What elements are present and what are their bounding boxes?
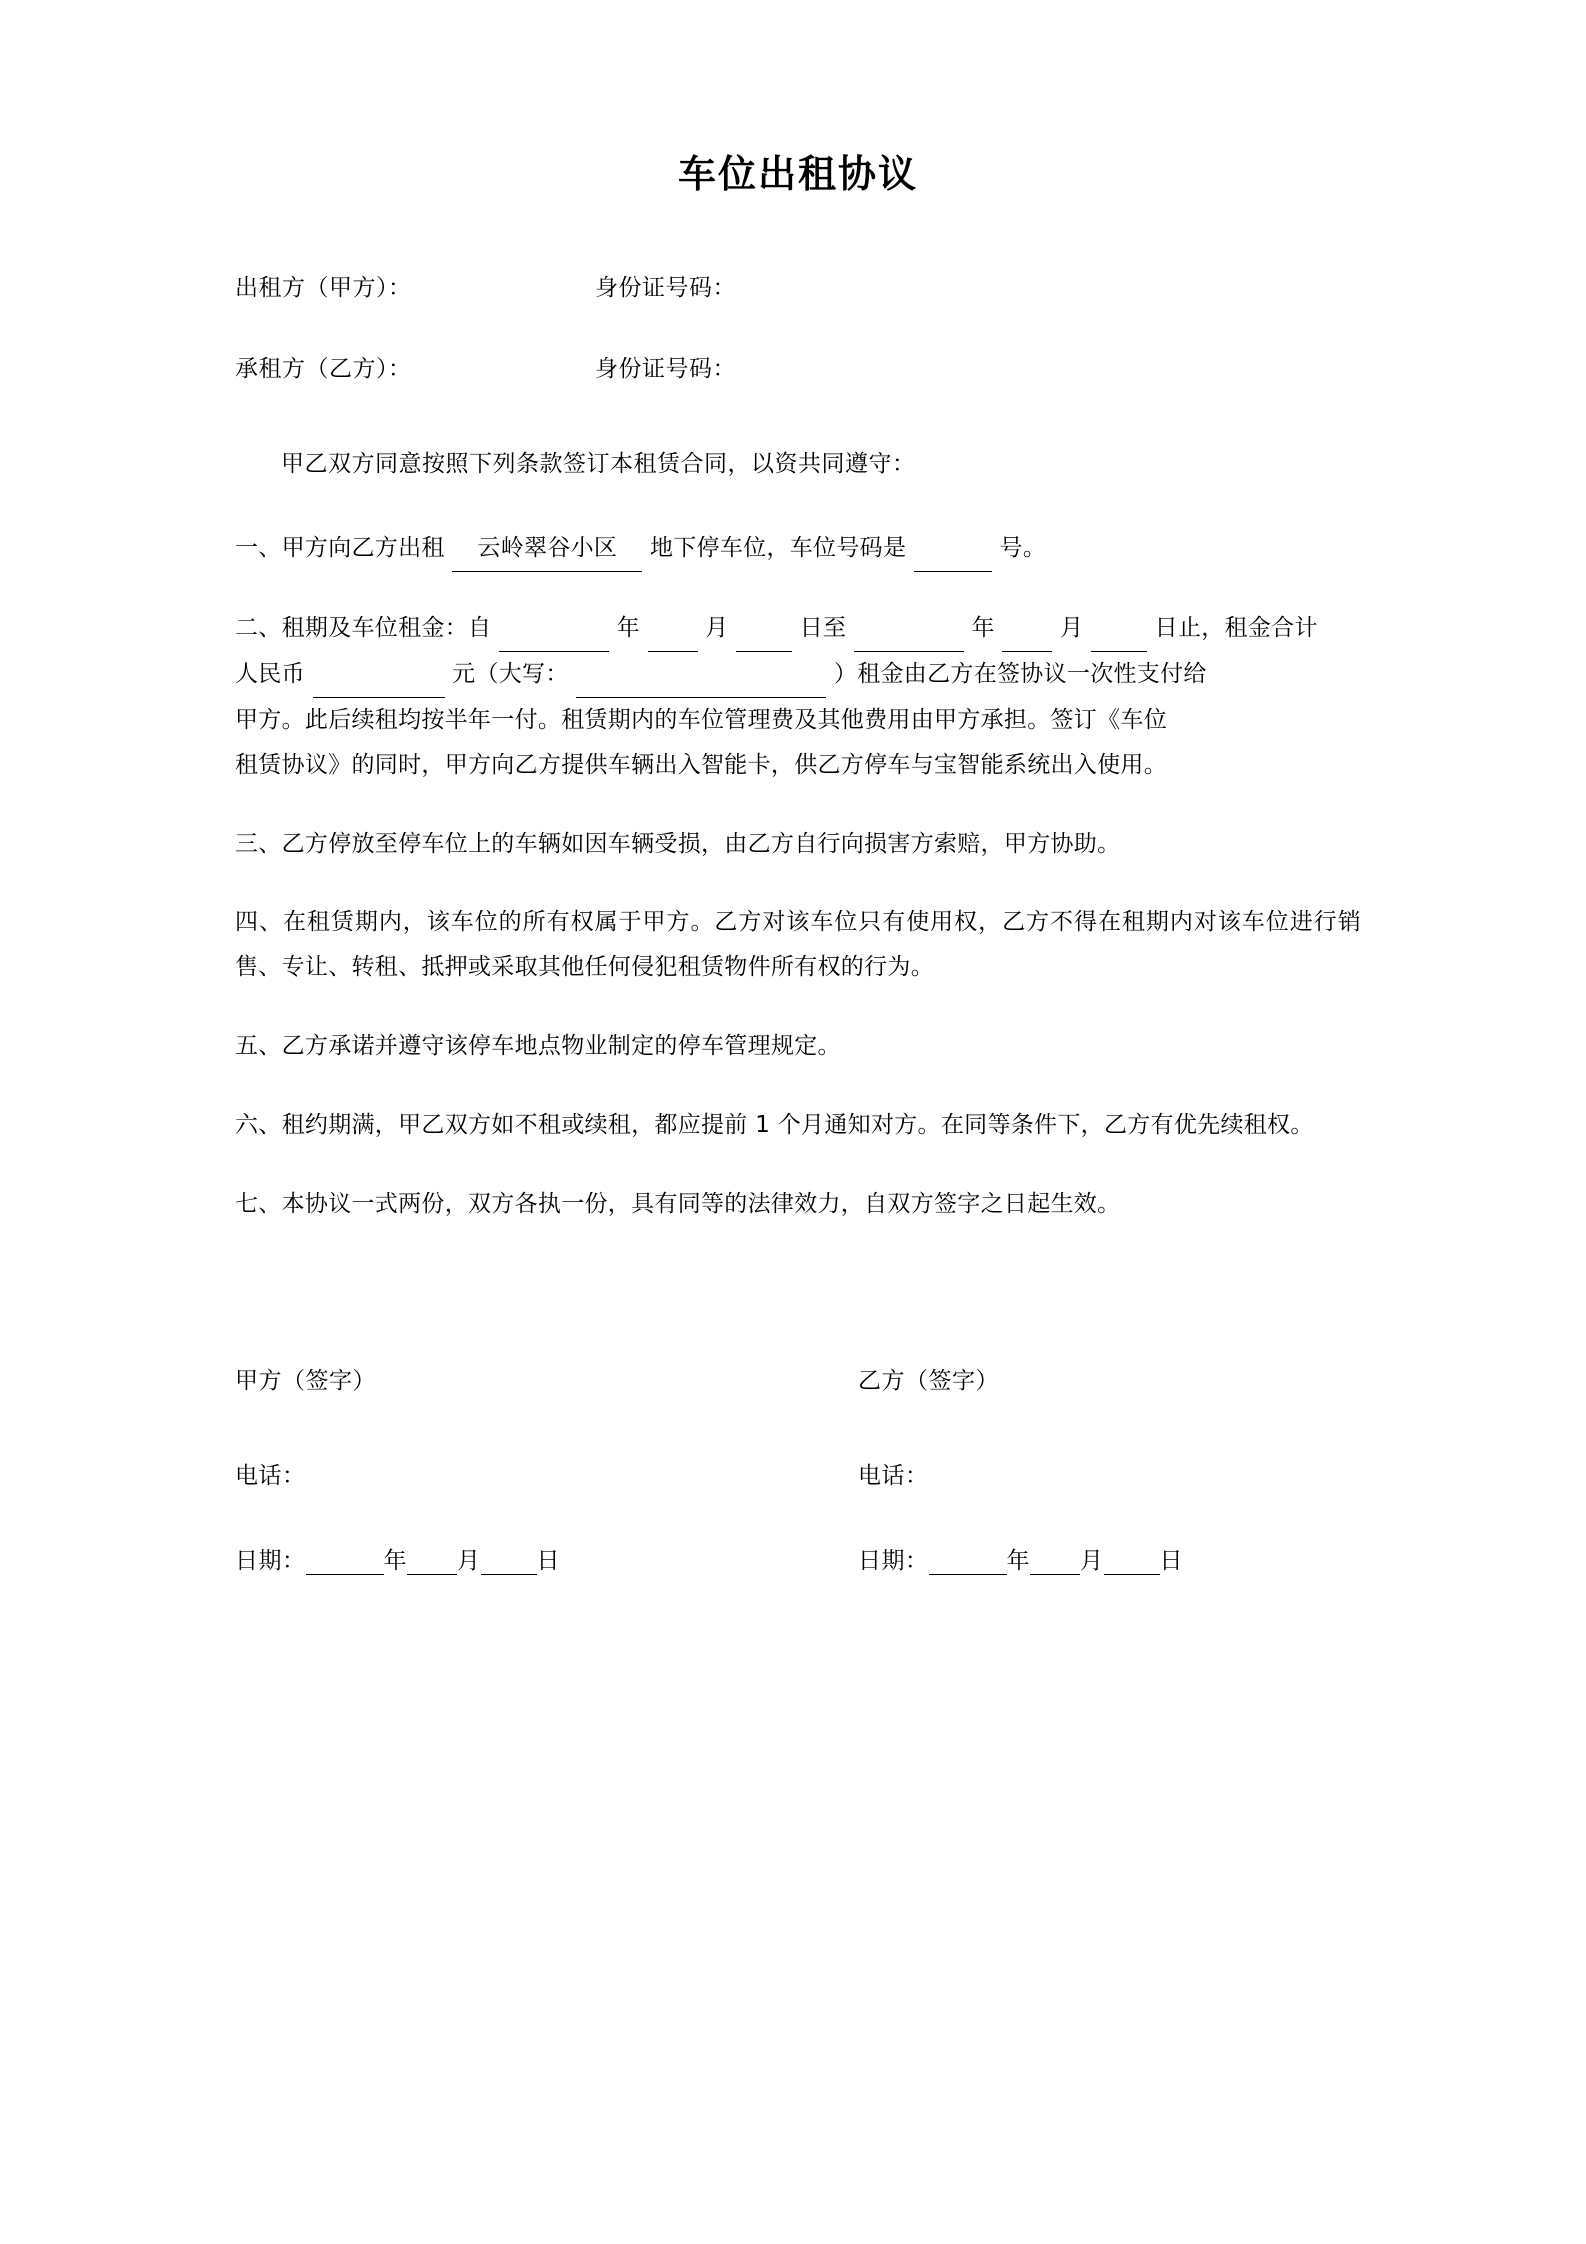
- party-b-date-year-blank: [929, 1548, 1007, 1575]
- end-month-blank: [1002, 606, 1052, 652]
- signature-row-names: [235, 1362, 1361, 1395]
- end-year-label: 年: [971, 615, 995, 642]
- start-month-label: 月: [705, 615, 729, 642]
- party-row-lessee: [235, 350, 1361, 383]
- start-year-label: 年: [616, 615, 640, 642]
- community-name-blank: 云岭翠谷小区: [452, 526, 642, 572]
- parking-number-blank: [914, 526, 992, 572]
- clause-two-tail: ）租金由乙方在签协议一次性支付给: [833, 661, 1207, 688]
- party-a-date-month-blank: [407, 1548, 457, 1575]
- party-a-signature-field[interactable]: [235, 1362, 798, 1395]
- party-b-date-year-unit: 年: [1006, 1547, 1030, 1574]
- clause-six: 六、租约期满，甲乙双方如不租或续租，都应提前 1 个月通知对方。在同等条件下，乙方有优先续租权。: [235, 1111, 1314, 1138]
- clause-seven: 七、本协议一式两份，双方各执一份，具有同等的法律效力，自双方签字之日起生效。: [235, 1190, 1121, 1217]
- rent-currency-label: 人民币: [235, 661, 305, 688]
- lessee-label: 承租方（乙方）：: [235, 356, 412, 383]
- party-b-date-day-blank: [1104, 1548, 1160, 1575]
- party-b-phone-field[interactable]: [798, 1457, 1421, 1490]
- rent-amount-words-blank: [576, 652, 826, 698]
- party-a-date-day-blank: [481, 1548, 537, 1575]
- party-a-signature-label: 甲方（签字）: [235, 1367, 376, 1394]
- clause-two-line4: 租赁协议》的同时，甲方向乙方提供车辆出入智能卡，供乙方停车与宝智能系统出入使用。: [235, 751, 1167, 778]
- start-month-blank: [648, 606, 698, 652]
- clause-two: [235, 606, 1361, 787]
- signature-row-dates: [235, 1542, 1361, 1575]
- clause-four: 四、在租赁期内，该车位的所有权属于甲方。乙方对该车位只有使用权，乙方不得在租期内对该车位进行销售、专让、转租、抵押或采取其他任何侵犯租赁物件所有权的行为。: [235, 909, 1361, 981]
- end-day-label: 日止，租金合计: [1154, 615, 1318, 642]
- clause-two-line3: 甲方。此后续租均按半年一付。租赁期内的车位管理费及其他费用由甲方承担。签订《车位: [235, 706, 1167, 733]
- party-b-phone-label: 电话：: [858, 1462, 929, 1489]
- rent-unit-label: 元（大写：: [452, 661, 569, 688]
- lessor-id-label: 身份证号码：: [595, 275, 736, 302]
- party-a-phone-label: 电话：: [235, 1462, 306, 1489]
- clause-one-prefix: 一、甲方向乙方出租: [235, 535, 445, 562]
- end-month-label: 月: [1060, 615, 1084, 642]
- lessee-id-label: 身份证号码：: [595, 356, 736, 383]
- party-b-date-month-blank: [1030, 1548, 1080, 1575]
- end-year-blank: [854, 606, 964, 652]
- party-b-signature-label: 乙方（签字）: [858, 1367, 999, 1394]
- party-a-date-month-unit: 月: [457, 1547, 481, 1574]
- page-title: 车位出租协议: [677, 152, 918, 196]
- rent-amount-blank: [313, 652, 445, 698]
- party-b-date-day-unit: 日: [1159, 1547, 1183, 1574]
- clause-one-suffix: 号。: [999, 535, 1047, 562]
- signature-row-phones: [235, 1457, 1361, 1490]
- clause-five: 五、乙方承诺并遵守该停车地点物业制定的停车管理规定。: [235, 1033, 841, 1060]
- party-b-signature-field[interactable]: [798, 1362, 1421, 1395]
- clause-two-lead: 二、租期及车位租金：自: [235, 615, 492, 642]
- party-a-phone-field[interactable]: [235, 1457, 798, 1490]
- party-b-date-field[interactable]: [798, 1542, 1421, 1575]
- start-year-blank: [499, 606, 609, 652]
- party-a-date-field[interactable]: [235, 1542, 798, 1575]
- clause-three: 三、乙方停放至停车位上的车辆如因车辆受损，由乙方自行向损害方索赔，甲方协助。: [235, 830, 1121, 857]
- party-a-date-day-unit: 日: [536, 1547, 560, 1574]
- party-row-lessor: [235, 269, 1361, 302]
- signature-area: [235, 1362, 1361, 1575]
- intro-paragraph: 甲乙双方同意按照下列条款签订本租赁合同，以资共同遵守：: [281, 451, 916, 478]
- start-day-blank: [736, 606, 792, 652]
- clause-one-middle: 地下停车位，车位号码是: [649, 535, 907, 562]
- party-a-date-year-blank: [306, 1548, 384, 1575]
- party-b-date-label: 日期：: [858, 1547, 929, 1574]
- party-a-date-year-unit: 年: [383, 1547, 407, 1574]
- lessor-label: 出租方（甲方）：: [235, 275, 412, 302]
- end-day-blank: [1091, 606, 1147, 652]
- start-day-label: 日至: [799, 615, 847, 642]
- clause-one: [235, 526, 1361, 572]
- party-a-date-label: 日期：: [235, 1547, 306, 1574]
- party-b-date-month-unit: 月: [1080, 1547, 1104, 1574]
